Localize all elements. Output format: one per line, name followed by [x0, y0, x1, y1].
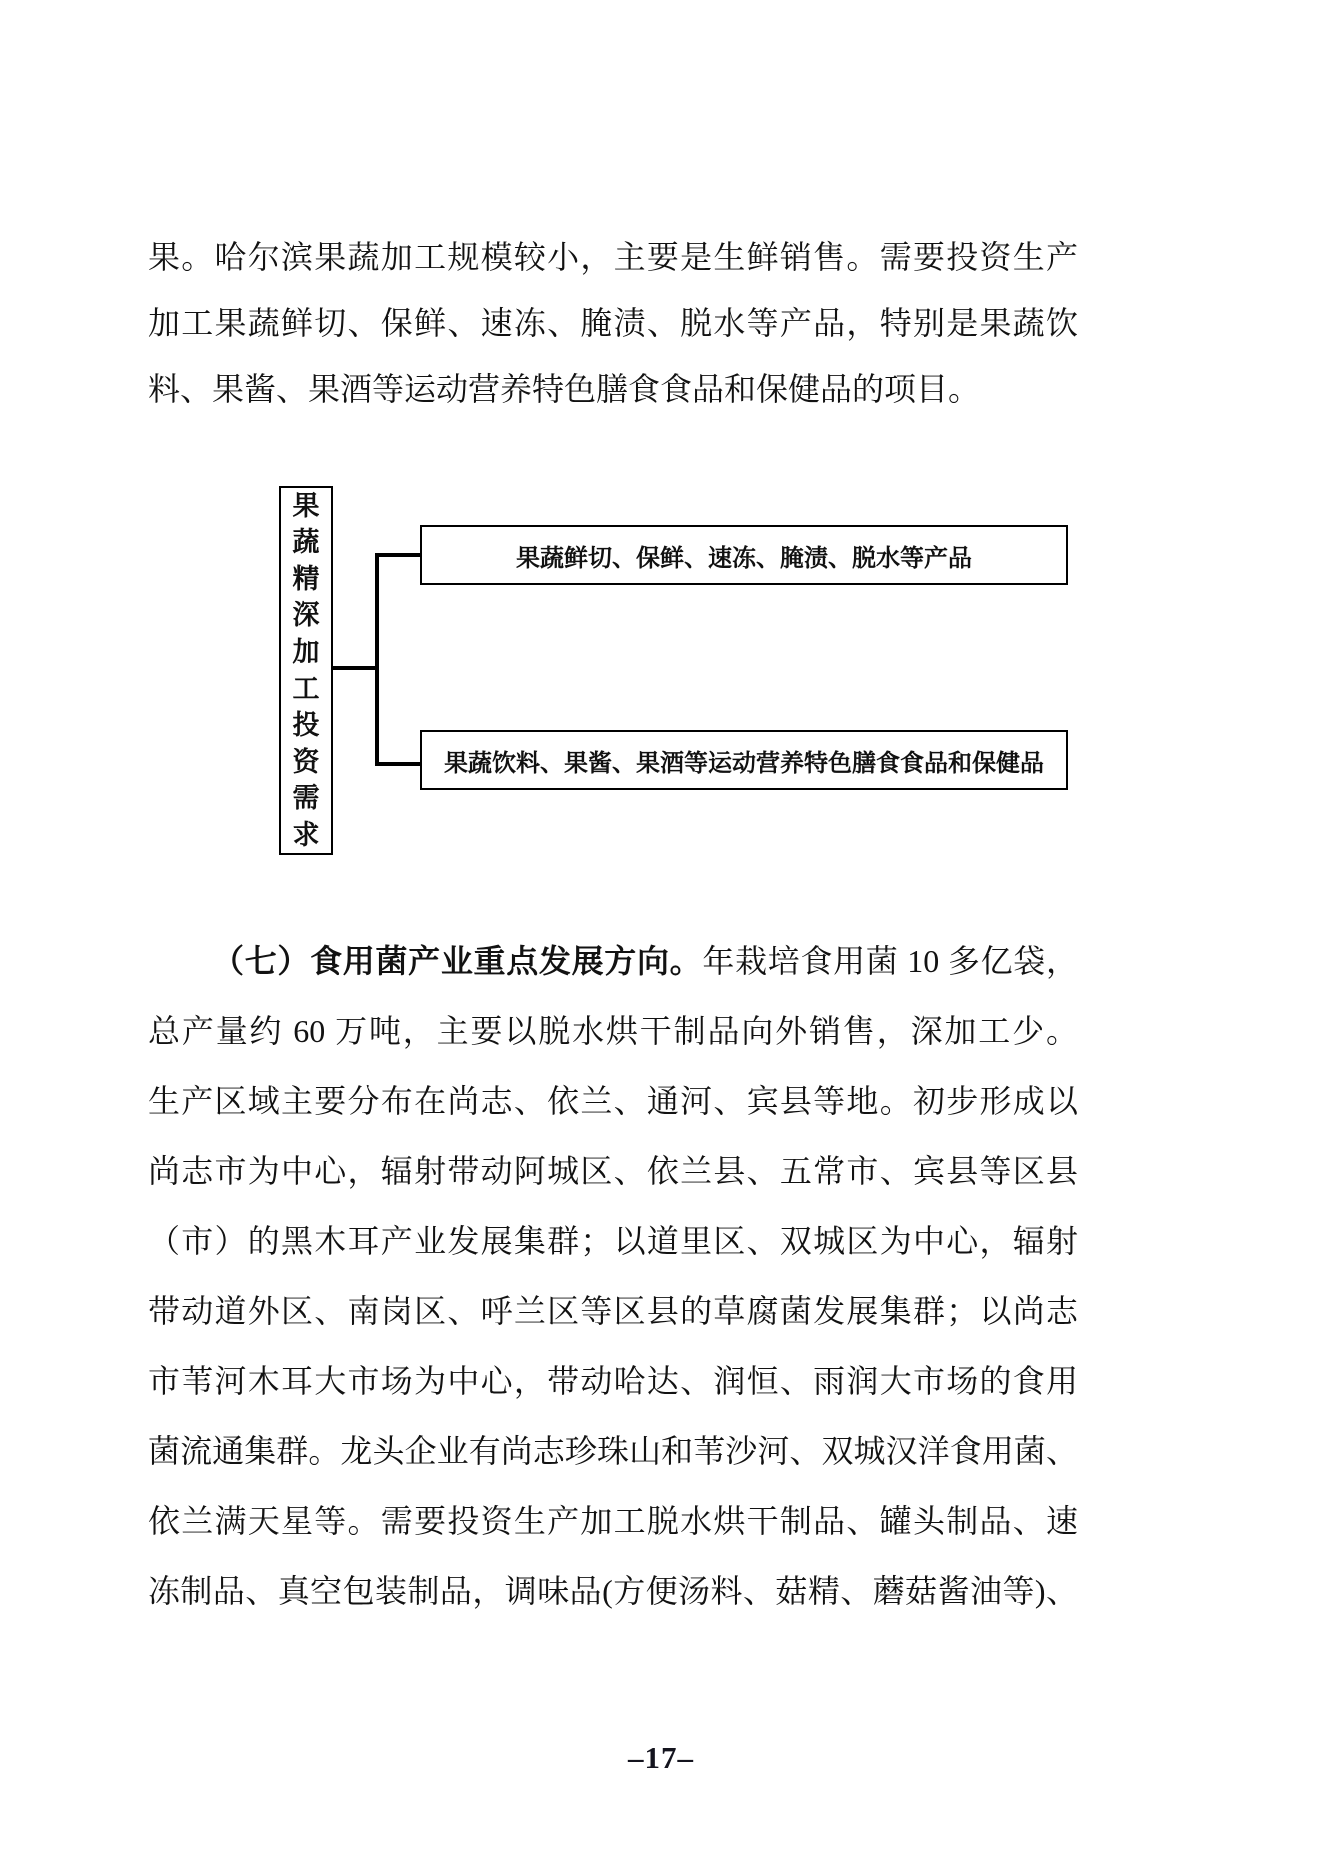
- body-line: 依兰满天星等。需要投资生产加工脱水烘干制品、罐头制品、速: [148, 1503, 1078, 1539]
- connector-stub-line: [333, 666, 379, 670]
- body-line: 生产区域主要分布在尚志、依兰、通河、宾县等地。初步形成以: [148, 1083, 1078, 1119]
- connector-bottom-branch-line: [379, 762, 420, 766]
- section-heading: （七）食用菌产业重点发展方向。: [212, 943, 703, 979]
- body-line: 总产量约 60 万吨，主要以脱水烘干制品向外销售，深加工少。: [148, 1013, 1078, 1049]
- body-line: 市苇河木耳大市场为中心，带动哈达、润恒、雨润大市场的食用: [148, 1363, 1078, 1399]
- body-line: 菌流通集群。龙头企业有尚志珍珠山和苇沙河、双城汉洋食用菌、: [148, 1433, 1078, 1469]
- body-line: 果。哈尔滨果蔬加工规模较小，主要是生鲜销售。需要投资生产: [148, 239, 1078, 275]
- body-line: 尚志市为中心，辐射带动阿城区、依兰县、五常市、宾县等区县: [148, 1153, 1078, 1189]
- page-number: –17–: [628, 1740, 694, 1775]
- body-line: 料、果酱、果酒等运动营养特色膳食食品和保健品的项目。: [148, 371, 981, 407]
- body-line: 带动道外区、南岗区、呼兰区等区县的草腐菌发展集群；以尚志: [148, 1293, 1078, 1329]
- body-line: [148, 926, 1078, 996]
- diagram-root-label: 果蔬精深加工投资需求: [292, 490, 320, 850]
- body-line: 加工果蔬鲜切、保鲜、速冻、腌渍、脱水等产品，特别是果蔬饮: [148, 305, 1078, 341]
- connector-trunk-line: [375, 553, 379, 766]
- heading-line-rest: 年栽培食用菌 10 多亿袋，: [702, 943, 1078, 979]
- diagram-branch-node-health-foods: [420, 730, 1068, 790]
- paragraph-fruit-vegetable: [148, 224, 1078, 422]
- connector-top-branch-line: [379, 553, 420, 557]
- diagram-root-node: [279, 486, 333, 855]
- body-line: 冻制品、真空包装制品，调味品(方便汤料、菇精、蘑菇酱油等)、: [148, 1573, 1078, 1609]
- diagram-branch-node-products: [420, 525, 1068, 585]
- diagram-branch-label: 果蔬鲜切、保鲜、速冻、腌渍、脱水等产品: [516, 544, 972, 572]
- paragraph-edible-fungi: [148, 926, 1078, 1626]
- body-line: （市）的黑木耳产业发展集群；以道里区、双城区为中心，辐射: [148, 1223, 1078, 1259]
- diagram-branch-label: 果蔬饮料、果酱、果酒等运动营养特色膳食食品和保健品: [444, 749, 1044, 777]
